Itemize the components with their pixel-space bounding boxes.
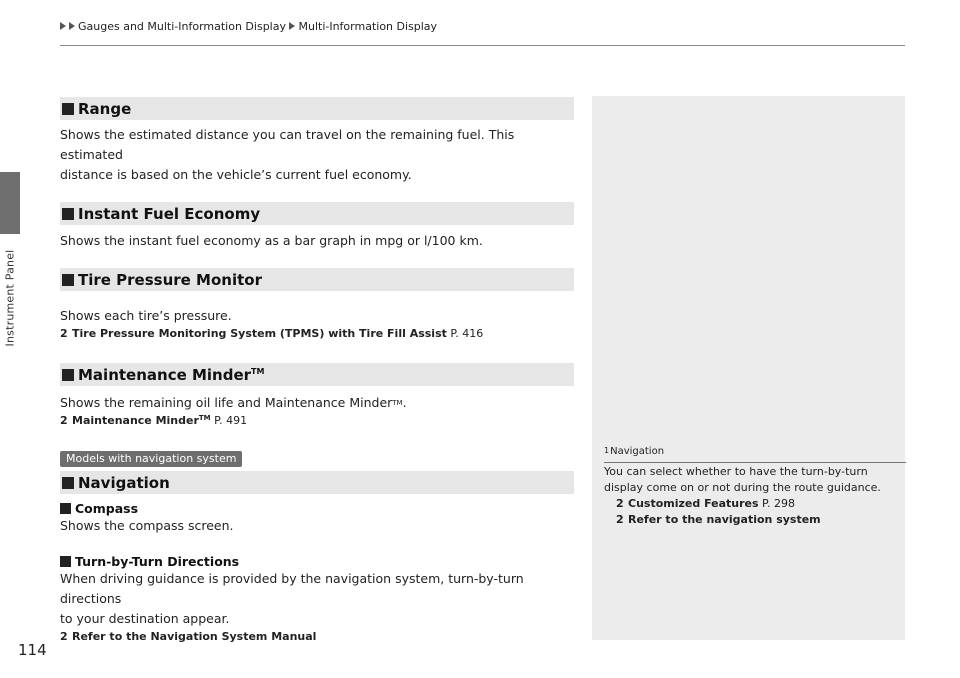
model-badge: Models with navigation system (60, 451, 242, 467)
paragraph: Shows the instant fuel economy as a bar graph in mpg or l/100 km. (60, 233, 483, 248)
breadcrumb-item[interactable]: Multi-Information Display (298, 20, 438, 33)
note-body: You can select whether to have the turn-by-turn display come on or not during the route guidance. 2 Customized Features P. 298 2 Refer to the navigation system (604, 464, 902, 528)
section-title: Range (78, 99, 132, 118)
section-header-maintenance-minder (60, 363, 574, 386)
paragraph: When driving guidance is provided by the navigation system, turn-by-turn directions to your destination appear. (60, 571, 524, 626)
subsection-header-compass: Compass (60, 501, 574, 516)
cross-reference-navigation-system[interactable]: 2 Refer to the navigation system (616, 513, 821, 526)
side-label: Instrument Panel (3, 249, 17, 347)
square-bullet-icon (60, 503, 71, 514)
cross-reference-navigation-manual[interactable]: 2 Refer to the Navigation System Manual (60, 630, 317, 643)
cross-reference-tpms[interactable]: 2 Tire Pressure Monitoring System (TPMS) with Tire Fill Assist P. 416 (60, 327, 484, 340)
square-bullet-icon (62, 274, 74, 286)
arrow-right-icon (69, 22, 75, 30)
paragraph: Shows the estimated distance you can travel on the remaining fuel. This estimated distance is based on the vehicle’s current fuel economy. (60, 127, 515, 182)
section-header-instant-fuel-economy (60, 202, 574, 225)
header-divider (60, 45, 905, 46)
breadcrumb-item[interactable]: Gauges and Multi-Information Display (78, 20, 286, 33)
square-bullet-icon (62, 103, 74, 115)
cross-reference-customized-features[interactable]: 2 Customized Features P. 298 (616, 497, 795, 510)
subsection-header-turn-by-turn: Turn-by-Turn Directions (60, 554, 574, 569)
square-bullet-icon (62, 208, 74, 220)
section-header-tire-pressure (60, 268, 574, 291)
square-bullet-icon (62, 477, 74, 489)
section-title: Navigation (78, 473, 170, 492)
breadcrumb (60, 20, 437, 33)
arrow-right-icon (289, 22, 295, 30)
notes-panel (592, 96, 905, 640)
arrow-right-icon (60, 22, 66, 30)
cross-reference-maintenance[interactable]: 2 Maintenance Minder™ P. 491 (60, 414, 248, 427)
paragraph: Shows each tire’s pressure. (60, 308, 232, 323)
note-header: $^1$Navigation (604, 446, 906, 463)
page-number: 114 (18, 641, 47, 659)
reference-icon: 2 (60, 414, 68, 427)
section-title: Maintenance Minder™ (78, 365, 265, 384)
section-title: Instant Fuel Economy (78, 204, 261, 223)
square-bullet-icon (62, 369, 74, 381)
main-content (60, 97, 574, 643)
reference-icon: 2 (616, 497, 624, 510)
note-number: 1 (604, 446, 610, 455)
reference-icon: 2 (60, 327, 68, 340)
square-bullet-icon (60, 556, 71, 567)
side-tab-marker (0, 172, 20, 234)
paragraph: Shows the remaining oil life and Maintenance Minder™. (60, 395, 407, 410)
reference-icon: 2 (60, 630, 68, 643)
section-title: Tire Pressure Monitor (78, 270, 262, 289)
paragraph: Shows the compass screen. (60, 518, 234, 533)
reference-icon: 2 (616, 513, 624, 526)
section-header-navigation (60, 471, 574, 494)
section-header-range (60, 97, 574, 120)
